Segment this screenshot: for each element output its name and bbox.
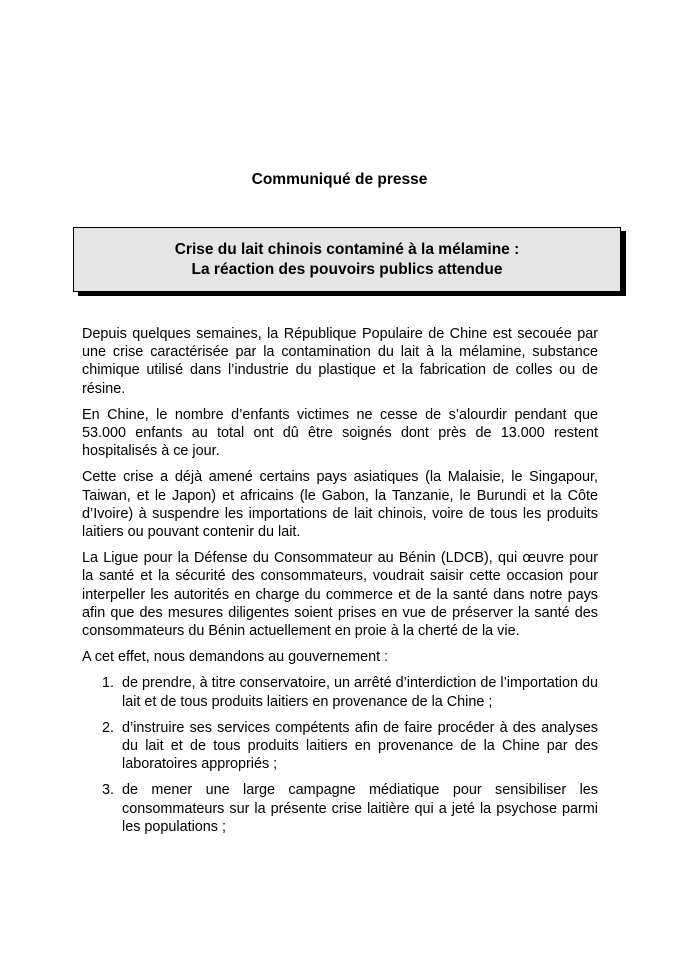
paragraph: La Ligue pour la Défense du Consommateur au Bénin (LDCB), qui œuvre pour la santé et la sécurité des consommateurs, voudrait saisir cette occasion pour interpeller les autorités en charge du commerce et de la santé dans notre pays afin que des mesures diligentes soient prises en vue de préserver la santé des consommateurs du Bénin actuellement en proie à la cherté de la vie. (82, 550, 598, 640)
list-item-number: 2. (102, 719, 115, 736)
list-item (82, 719, 598, 774)
demands-list (82, 674, 598, 836)
document-body (82, 325, 598, 844)
list-item-text: de prendre, à titre conservatoire, un arrêté d’interdiction de l’importation du lait et de tous produits laitiers en provenance de la Chine ; (122, 675, 598, 710)
title-line-2: La réaction des pouvoirs publics attendue (191, 260, 503, 278)
list-item (82, 781, 598, 836)
list-item-text: de mener une large campagne médiatique pour sensibiliser les consommateurs sur la présente crise laitière qui a jeté la psychose parmi les populations ; (122, 782, 598, 835)
document-heading: Communiqué de presse (251, 171, 428, 188)
list-item-number: 1. (102, 675, 115, 692)
paragraph: Depuis quelques semaines, la République Populaire de Chine est secouée par une crise caractérisée par la contamination du lait à la mélamine, substance chimique utilisé dans l’industrie du plastique et la fabrication de colles ou de résine. (82, 326, 598, 397)
title-line-1: Crise du lait chinois contaminé à la mélamine : (174, 240, 520, 258)
paragraph: A cet effet, nous demandons au gouvernement : (82, 649, 389, 666)
title-box (73, 227, 621, 292)
list-item-number: 3. (102, 782, 115, 799)
paragraph: Cette crise a déjà amené certains pays asiatiques (la Malaisie, le Singapour, Taiwan, et le Japon) et africains (le Gabon, la Tanzanie, le Burundi et la Côte d’Ivoire) à suspendre les importations de lait chinois, voire de tous les produits laitiers ou pouvant contenir du lait. (82, 469, 598, 541)
list-item-text: d’instruire ses services compétents afin de faire procéder à des analyses du lait et de tous produits laitiers en provenance de la Chine par des laboratoires appropriés ; (122, 719, 598, 773)
list-item (82, 674, 598, 710)
paragraph: En Chine, le nombre d’enfants victimes ne cesse de s’alourdir pendant que 53.000 enfants au total ont dû être soignés dont près de 13.000 restent hospitalisés à ce jour. (82, 406, 598, 460)
